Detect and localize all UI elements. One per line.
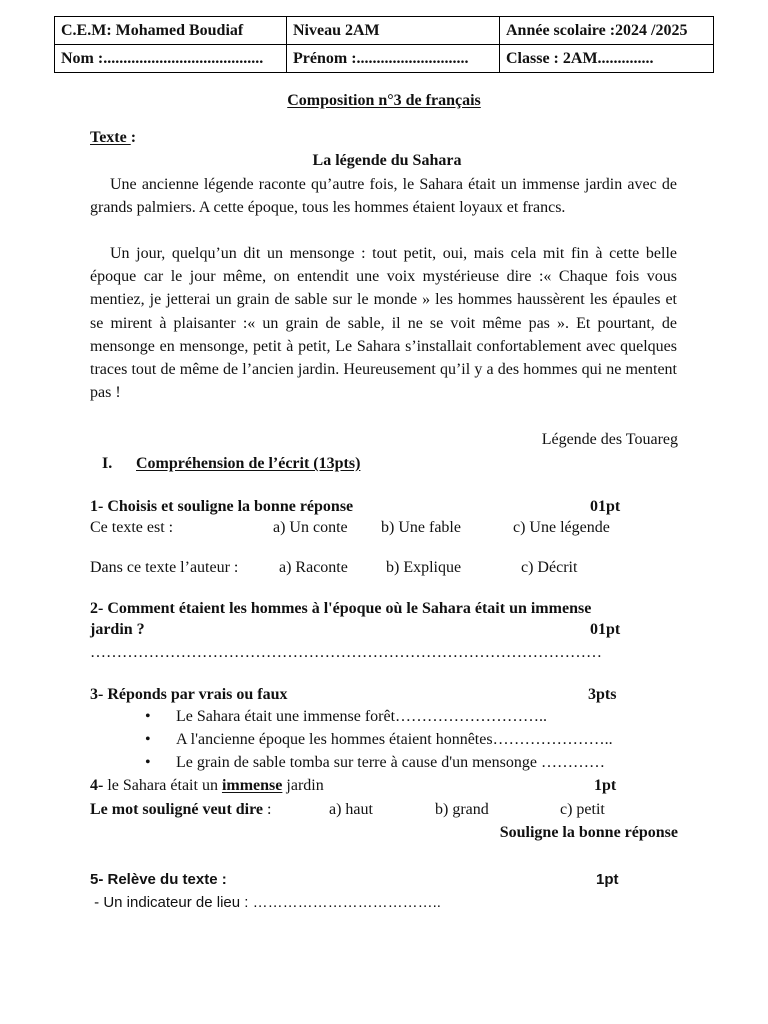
q5-points: 1pt bbox=[596, 871, 619, 888]
q3-title: 3- Réponds par vrais ou faux bbox=[90, 686, 288, 703]
q1-option-c-2: c) Décrit bbox=[521, 559, 578, 576]
texte-colon: : bbox=[130, 129, 137, 146]
text-source: Légende des Touareg bbox=[541, 431, 678, 448]
q2-question-line-1: 2- Comment étaient les hommes à l'époque où le Sahara était un immense bbox=[90, 600, 592, 617]
q2-points: 01pt bbox=[590, 621, 621, 638]
paragraph-1: Une ancienne légende raconte qu’autre fois, le Sahara était un immense jardin avec de grands palmiers. A cette époque, tous les hommes étaient loyaux et francs. bbox=[90, 176, 677, 217]
section-title: Compréhension de l’écrit (13pts) bbox=[136, 455, 361, 472]
q4-text-before: le Sahara était un bbox=[103, 777, 222, 794]
level-label: Niveau 2AM bbox=[287, 17, 500, 45]
q1-prompt-2: Dans ce texte l’auteur : bbox=[90, 559, 239, 576]
q1-option-a-1: a) Un conte bbox=[273, 519, 348, 536]
bullet-icon: • bbox=[145, 731, 151, 748]
q4-instruction: Souligne la bonne réponse bbox=[499, 824, 678, 841]
q4-prompt-bold: Le mot souligné veut dire bbox=[90, 801, 264, 818]
q4-option-b: b) grand bbox=[435, 801, 489, 818]
q4-number: 4- bbox=[90, 777, 104, 794]
q4-points: 1pt bbox=[594, 777, 617, 794]
q5-title: 5- Relève du texte : bbox=[90, 871, 227, 888]
texte-word: Texte bbox=[90, 129, 131, 146]
q1-option-c-1: c) Une légende bbox=[513, 519, 610, 536]
q1-option-b-1: b) Une fable bbox=[381, 519, 461, 536]
q3-points: 3pts bbox=[588, 686, 617, 703]
firstname-field: Prénom :............................ bbox=[287, 45, 500, 73]
q4-sentence bbox=[90, 777, 324, 795]
q3-item: Le Sahara était une immense forêt……………………….. bbox=[176, 708, 548, 725]
header-table bbox=[54, 16, 714, 73]
q1-option-a-2: a) Raconte bbox=[279, 559, 348, 576]
bullet-icon: • bbox=[145, 754, 151, 771]
bullet-icon: • bbox=[145, 708, 151, 725]
q3-item: Le grain de sable tomba sur terre à cause d'un mensonge ………… bbox=[176, 754, 605, 771]
q2-answer-line: …………………………………………………………………………………… bbox=[90, 644, 602, 661]
class-field: Classe : 2AM.............. bbox=[500, 45, 714, 73]
story-title: La légende du Sahara bbox=[312, 152, 462, 169]
q4-text-after: jardin bbox=[282, 777, 324, 794]
q1-title: 1- Choisis et souligne la bonne réponse bbox=[90, 498, 354, 515]
q4-option-c: c) petit bbox=[560, 801, 605, 818]
page-title: Composition n°3 de français bbox=[287, 92, 481, 109]
paragraph-2: Un jour, quelqu’un dit un mensonge : tout petit, oui, mais cela mit fin à cette belle époque car le jour même, on entendit une voix mystérieuse dire :« Chaque fois vous mentiez, je jetterai un grain de sable sur le monde » les hommes haussèrent les épaules et se mirent à plaisanter :« un grain de sable, il ne se voit même pas ». Et pourtant, de mensonge en mensonge, petit à petit, Le Sahara s’installait confortablement avec quelques traces tout de même de l’ancien jardin. Heureusement qu’il y a des hommes qui ne mentent pas ! bbox=[90, 245, 677, 402]
school-name: C.E.M: Mohamed Boudiaf bbox=[55, 17, 287, 45]
q5-item: - Un indicateur de lieu : ……………………………….. bbox=[90, 894, 441, 911]
q1-points: 01pt bbox=[590, 498, 621, 515]
q3-item: A l'ancienne époque les hommes étaient honnêtes………………….. bbox=[176, 731, 613, 748]
q4-prompt bbox=[90, 801, 271, 819]
school-year: Année scolaire :2024 /2025 bbox=[500, 17, 714, 45]
texte-label bbox=[90, 129, 136, 147]
q4-underlined-word: immense bbox=[221, 777, 283, 794]
q1-option-b-2: b) Explique bbox=[386, 559, 462, 576]
q4-option-a: a) haut bbox=[329, 801, 373, 818]
name-field: Nom :........................................ bbox=[55, 45, 287, 73]
q1-prompt-1: Ce texte est : bbox=[90, 519, 174, 536]
q2-question-line-2: jardin ? bbox=[90, 621, 145, 638]
q4-prompt-colon: : bbox=[263, 801, 272, 818]
section-number: I. bbox=[102, 455, 113, 472]
